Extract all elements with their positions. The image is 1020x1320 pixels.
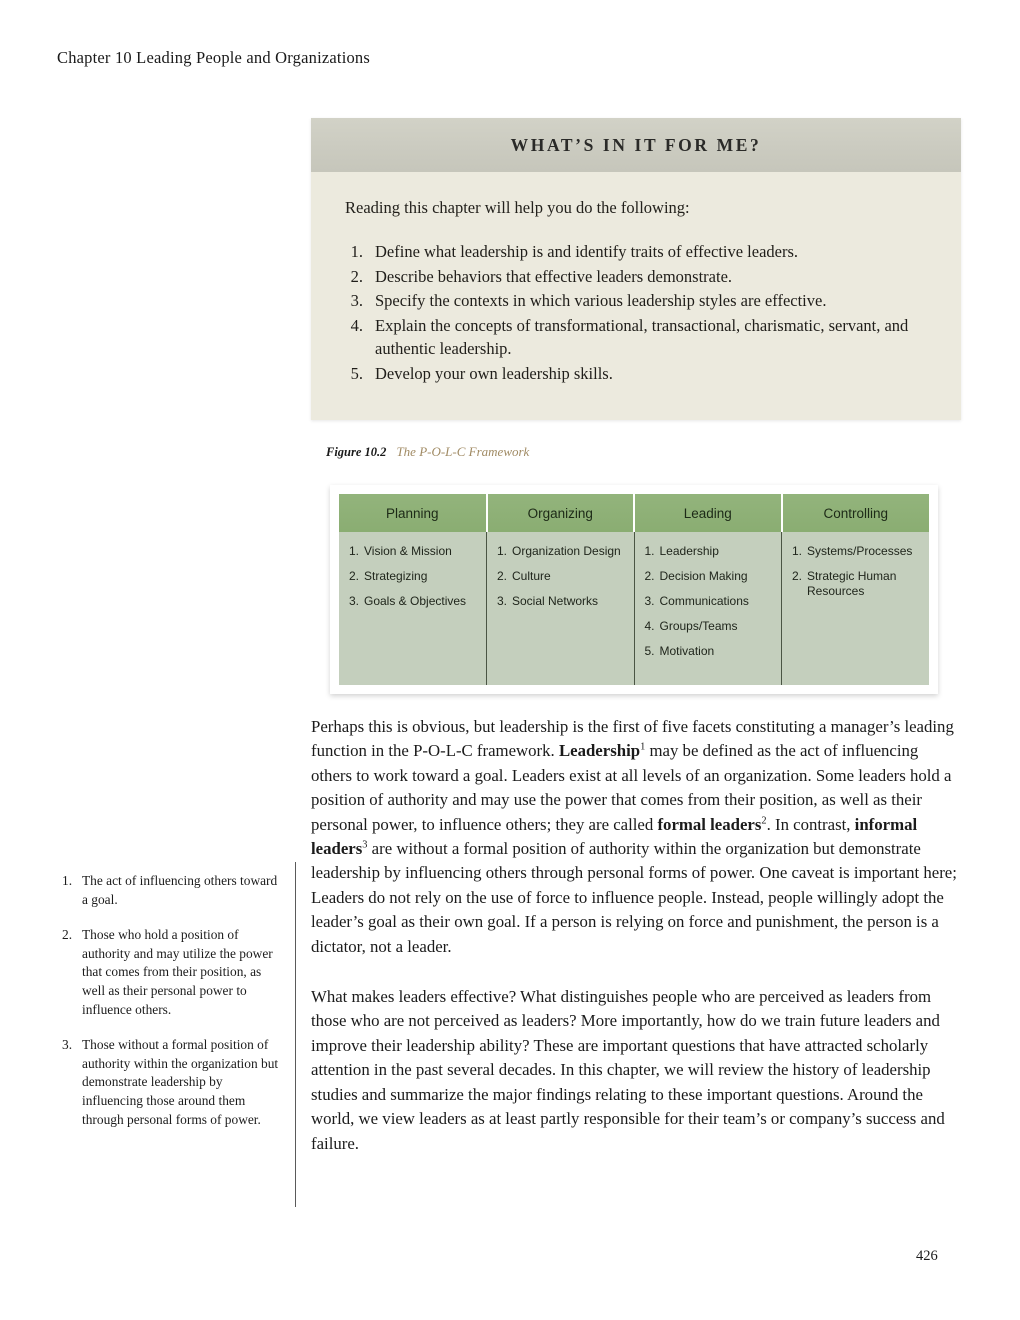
chapter-running-head: Chapter 10 Leading People and Organizations bbox=[57, 48, 371, 67]
term-formal-leaders: formal leaders bbox=[657, 814, 762, 834]
list-item bbox=[497, 594, 628, 609]
para1-segment-e: are without a formal position of authority within the organization but demonstrate leadership by influencing others through personal forms of power. One caveat is important here; Leaders do not rely on the use of force to influence people. Instead, people willingly adopt the leader’s goal as their own goal. If a person is relying on force and punishment, the person is a dictator, not a leader. bbox=[311, 839, 957, 956]
list-item bbox=[345, 314, 923, 361]
term-leadership: Leadership bbox=[558, 741, 641, 761]
cell-planning bbox=[339, 532, 487, 685]
list-item bbox=[792, 544, 923, 559]
list-item-label: Define what leadership is and identify traits of effective leaders. bbox=[375, 242, 799, 261]
list-item-label: Explain the concepts of transformational, transactional, charismatic, servant, and authentic leadership. bbox=[375, 315, 909, 358]
cell-organizing bbox=[487, 532, 635, 685]
figure-caption bbox=[326, 444, 529, 460]
list-item bbox=[62, 926, 284, 1019]
list-item-label: Systems/Processes bbox=[807, 544, 913, 558]
para1-segment-d: . In contrast, bbox=[766, 814, 855, 834]
list-item-number: 3. bbox=[350, 291, 363, 310]
para1-segment-c: may be defined as the act of influencing others to work toward a goal. Leaders exist at all levels of an organization. Some leaders hold a position of authority and may use the power that comes from their position, as well as their personal power, to influence others; they are called bbox=[311, 741, 952, 834]
footnote-marker-2: 2 bbox=[761, 815, 767, 827]
list-item bbox=[349, 544, 480, 559]
list-item-label: Strategic Human Resources bbox=[807, 569, 897, 598]
list-item bbox=[345, 289, 923, 313]
list-item-number: 4. bbox=[644, 619, 655, 633]
whats-in-it-for-me-box bbox=[311, 118, 961, 420]
list-item-label: Groups/Teams bbox=[659, 619, 738, 633]
list-item-label: Motivation bbox=[659, 644, 715, 658]
list-item-label: Decision Making bbox=[659, 569, 748, 583]
wiifm-objectives-list bbox=[345, 240, 923, 385]
organizing-items bbox=[497, 544, 628, 609]
list-item-label: Describe behaviors that effective leaders demonstrate. bbox=[375, 266, 733, 286]
list-item bbox=[792, 569, 923, 599]
footnote-number: 2. bbox=[62, 927, 73, 943]
footnote-number: 3. bbox=[62, 1037, 73, 1053]
list-item-number: 5. bbox=[350, 363, 363, 383]
controlling-items bbox=[792, 544, 923, 599]
cell-leading bbox=[634, 532, 782, 685]
body-text-column bbox=[311, 715, 961, 1182]
column-header-organizing: Organizing bbox=[487, 494, 635, 532]
list-item-number: 2. bbox=[350, 266, 363, 286]
footnote-text: Those without a formal position of authority within the organization but demonstrate leadership by influencing those around them through personal forms of power. bbox=[82, 1037, 279, 1127]
list-item bbox=[349, 569, 480, 584]
list-item bbox=[62, 1036, 284, 1129]
list-item-label: Culture bbox=[512, 569, 551, 583]
list-item-number: 2. bbox=[497, 569, 508, 583]
table-row bbox=[339, 532, 929, 685]
list-item-number: 3. bbox=[644, 594, 655, 608]
term-informal-leaders: informal leaders bbox=[311, 814, 918, 859]
list-item-label: Strategizing bbox=[364, 569, 428, 583]
table-header-row bbox=[339, 494, 929, 532]
wiifm-header-band bbox=[311, 118, 961, 172]
list-item-number: 2. bbox=[349, 569, 360, 583]
list-item-number: 3. bbox=[497, 594, 508, 608]
list-item bbox=[345, 240, 923, 264]
column-header-planning: Planning bbox=[339, 494, 487, 532]
para1-segment-a: Perhaps this is obvious, but leadership is the first of five facets constituting a manager’s leading function in the P-O-L-C framework. bbox=[311, 717, 954, 761]
polc-table bbox=[339, 494, 929, 685]
margin-footnotes bbox=[62, 872, 284, 1146]
margin-divider-rule bbox=[295, 862, 296, 1207]
column-header-leading: Leading bbox=[634, 494, 782, 532]
list-item bbox=[645, 544, 776, 559]
list-item-number: 2. bbox=[644, 569, 655, 583]
footnote-text: The act of influencing others toward a goal. bbox=[82, 873, 278, 907]
list-item-number: 4. bbox=[350, 315, 363, 335]
leading-items bbox=[645, 544, 776, 659]
list-item bbox=[645, 644, 776, 659]
polc-framework-figure bbox=[330, 485, 938, 694]
wiifm-title: WHAT’S IN IT FOR ME? bbox=[510, 134, 762, 155]
list-item bbox=[645, 569, 776, 584]
list-item-number: 1. bbox=[644, 544, 655, 558]
page-number: 426 bbox=[916, 1248, 938, 1264]
list-item bbox=[345, 362, 923, 386]
list-item-label: Communications bbox=[659, 594, 749, 608]
list-item-label: Goals & Objectives bbox=[364, 594, 467, 608]
list-item-label: Develop your own leadership skills. bbox=[375, 363, 613, 383]
list-item-number: 1. bbox=[350, 242, 363, 261]
wiifm-intro-text: Reading this chapter will help you do the following: bbox=[345, 198, 690, 217]
list-item-label: Organization Design bbox=[512, 544, 621, 558]
column-header-controlling: Controlling bbox=[782, 494, 930, 532]
list-item bbox=[645, 619, 776, 634]
figure-label: Figure 10.2 bbox=[326, 445, 387, 459]
list-item-number: 1. bbox=[349, 544, 360, 558]
paragraph-leader-effectiveness: What makes leaders effective? What distinguishes people who are perceived as leaders from those who are not perceived as leaders? More importantly, how do we train future leaders and improve their leadership ability? These are important questions that have attracted scholarly attention in the past several decades. In this chapter, we will review the history of leadership studies and summarize the major findings relating to these important questions. Around the world, we view leaders as at least partly responsible for their team’s or company’s success and failure. bbox=[311, 987, 945, 1153]
list-item-number: 2. bbox=[792, 569, 803, 583]
list-item-label: Specify the contexts in which various leadership styles are effective. bbox=[375, 291, 827, 310]
list-item bbox=[497, 569, 628, 584]
footnote-number: 1. bbox=[62, 873, 73, 888]
planning-items bbox=[349, 544, 480, 609]
figure-title: The P-O-L-C Framework bbox=[396, 444, 530, 459]
list-item-label: Social Networks bbox=[512, 594, 599, 608]
list-item bbox=[645, 594, 776, 609]
list-item bbox=[62, 872, 284, 909]
footnote-text: Those who hold a position of authority and may utilize the power that comes from their position, as well as their personal power to influence others. bbox=[82, 927, 273, 1017]
list-item-number: 1. bbox=[792, 544, 803, 558]
footnote-list bbox=[62, 872, 284, 1129]
list-item-number: 3. bbox=[349, 594, 360, 608]
footnote-marker-3: 3 bbox=[362, 839, 368, 851]
list-item bbox=[349, 594, 480, 609]
footnote-marker-1: 1 bbox=[640, 741, 646, 753]
list-item-label: Leadership bbox=[659, 544, 719, 558]
list-item-number: 1. bbox=[497, 544, 508, 558]
list-item-label: Vision & Mission bbox=[364, 544, 452, 558]
wiifm-body bbox=[311, 172, 961, 420]
cell-controlling bbox=[782, 532, 930, 685]
list-item bbox=[497, 544, 628, 559]
paragraph-leadership-definition bbox=[311, 715, 961, 959]
list-item bbox=[345, 265, 923, 289]
list-item-number: 5. bbox=[644, 644, 655, 658]
